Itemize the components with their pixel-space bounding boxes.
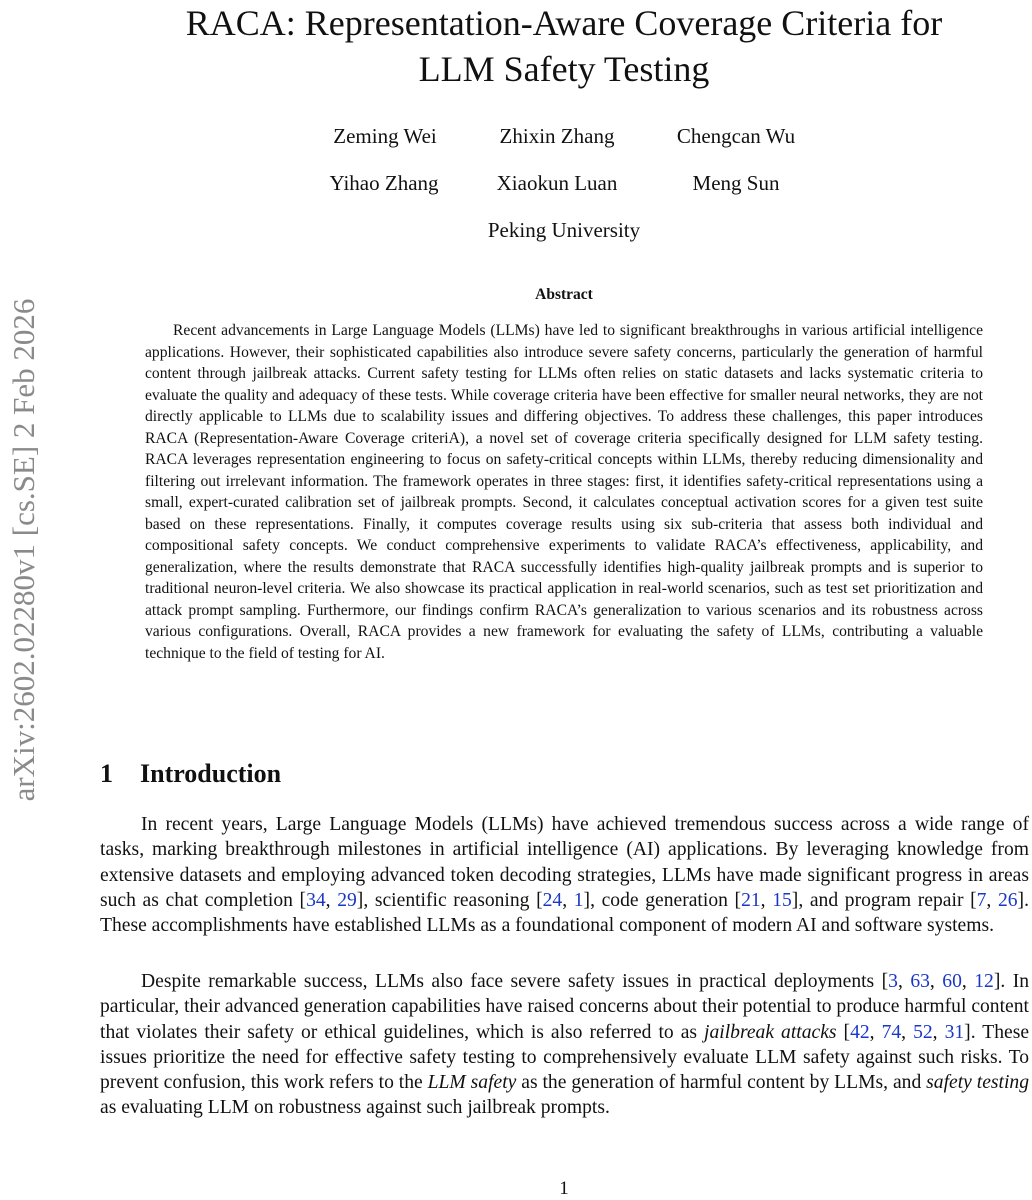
page-number: 1	[559, 1178, 569, 1199]
citation-link[interactable]: 21	[741, 889, 761, 911]
citation-link[interactable]: 34	[306, 889, 326, 911]
citation-link[interactable]: 1	[573, 889, 584, 911]
affiliation: Peking University	[487, 218, 641, 242]
citation-link[interactable]: 74	[881, 1021, 902, 1043]
section-number: 1	[100, 759, 113, 788]
section-title: Introduction	[140, 759, 282, 788]
citation-link[interactable]: 52	[913, 1021, 933, 1043]
author-name: Chengcan Wu	[676, 124, 796, 148]
citation-link[interactable]: 12	[974, 971, 994, 992]
paper-title	[100, 0, 1028, 92]
citation-link[interactable]: 31	[944, 1021, 965, 1043]
title-line: LLM Safety Testing	[418, 49, 710, 89]
citation-link[interactable]: 26	[997, 889, 1018, 911]
section-heading	[100, 756, 281, 792]
author-row	[300, 169, 832, 197]
citation-link[interactable]: 42	[850, 1021, 870, 1043]
intro-paragraph-1: In recent years, Large Language Models (LLMs) have achieved tremendous success across a wide range of tasks, marking breakthrough milestones in artificial intelligence (AI) applications. By leveraging knowledge from extensive datasets and employing advanced token decoding strategies, LLMs have made significant progress in areas such as chat completion [34, 29], scientific reasoning [24, 1], code generation [21, 15], and program repair [7, 26]. These accomplishments have established LLMs as a foundational component of modern AI and software systems.	[100, 814, 1029, 937]
intro-paragraph-2: Despite remarkable success, LLMs also face severe safety issues in practical deployments [3, 63, 60, 12]. In particular, their advanced generation capabilities have raised concerns about their potential to produce harmful content that violates their safety or ethical guidelines, which is also referred to as jailbreak attacks [42, 74, 52, 31]. These issues prioritize the need for effective safety testing to comprehensively evaluate LLM safety against such risks. To prevent confusion, this work refers to the LLM safety as the generation of harmful content by LLMs, and safety testing as evaluating LLM on robustness against such jailbreak prompts.	[100, 971, 1030, 1119]
abstract-text: Recent advancements in Large Language Models (LLMs) have led to significant breakthroughs in various artificial intelligence applications. However, their sophisticated capabilities also introduce severe safety concerns, particularly the generation of harmful content through jailbreak attacks. Current safety testing for LLMs often relies on static datasets and lacks systematic criteria to evaluate the quality and adequacy of these tests. While coverage criteria have been effective for smaller neural networks, they are not directly applicable to LLMs due to scalability issues and differing objectives. To address these challenges, this paper introduces RACA (Representation-Aware Coverage criteriA), a novel set of coverage criteria specifically designed for LLM safety testing. RACA leverages representation engineering to focus on safety-critical concepts within LLMs, thereby reducing dimensionality and filtering out irrelevant information. The framework operates in three stages: first, it identifies safety-critical representations using a small, expert-curated calibration set of jailbreak prompts. Second, it calculates conceptual activation scores for a given test suite based on these representations. Finally, it computes coverage results using six sub-criteria that assess both individual and compositional safety concepts. We conduct comprehensive experiments to validate RACA’s effectiveness, applicability, and generalization, where the results demonstrate that RACA successfully identifies high-quality jailbreak prompts and is superior to traditional neuron-level criteria. We also showcase its practical application in real-world scenarios, such as test set prioritization and attack prompt sampling. Furthermore, our findings confirm RACA’s generalization to various scenarios and its robustness across various configurations. Overall, RACA provides a new framework for evaluating the safety of LLMs, contributing a valuable technique to the field of testing for AI.	[145, 322, 983, 662]
citation-link[interactable]: 3	[888, 971, 898, 992]
citation-link[interactable]: 63	[910, 971, 930, 992]
citation-link[interactable]: 60	[942, 971, 962, 992]
author-name: Zeming Wei	[333, 124, 437, 148]
arxiv-identifier-stamp: arXiv:2602.02280v1 [cs.SE] 2 Feb 2026	[6, 298, 41, 802]
author-name: Meng Sun	[692, 171, 780, 195]
citation-link[interactable]: 15	[772, 889, 792, 911]
author-name: Yihao Zhang	[329, 171, 439, 195]
title-line: RACA: Representation-Aware Coverage Criteria for	[185, 3, 943, 43]
citation-link[interactable]: 24	[542, 889, 563, 911]
citation-link[interactable]: 7	[976, 889, 987, 911]
abstract-heading: Abstract	[535, 286, 593, 303]
author-row	[300, 122, 832, 150]
author-name: Zhixin Zhang	[499, 124, 615, 148]
citation-link[interactable]: 29	[337, 889, 357, 911]
author-name: Xiaokun Luan	[496, 171, 618, 195]
